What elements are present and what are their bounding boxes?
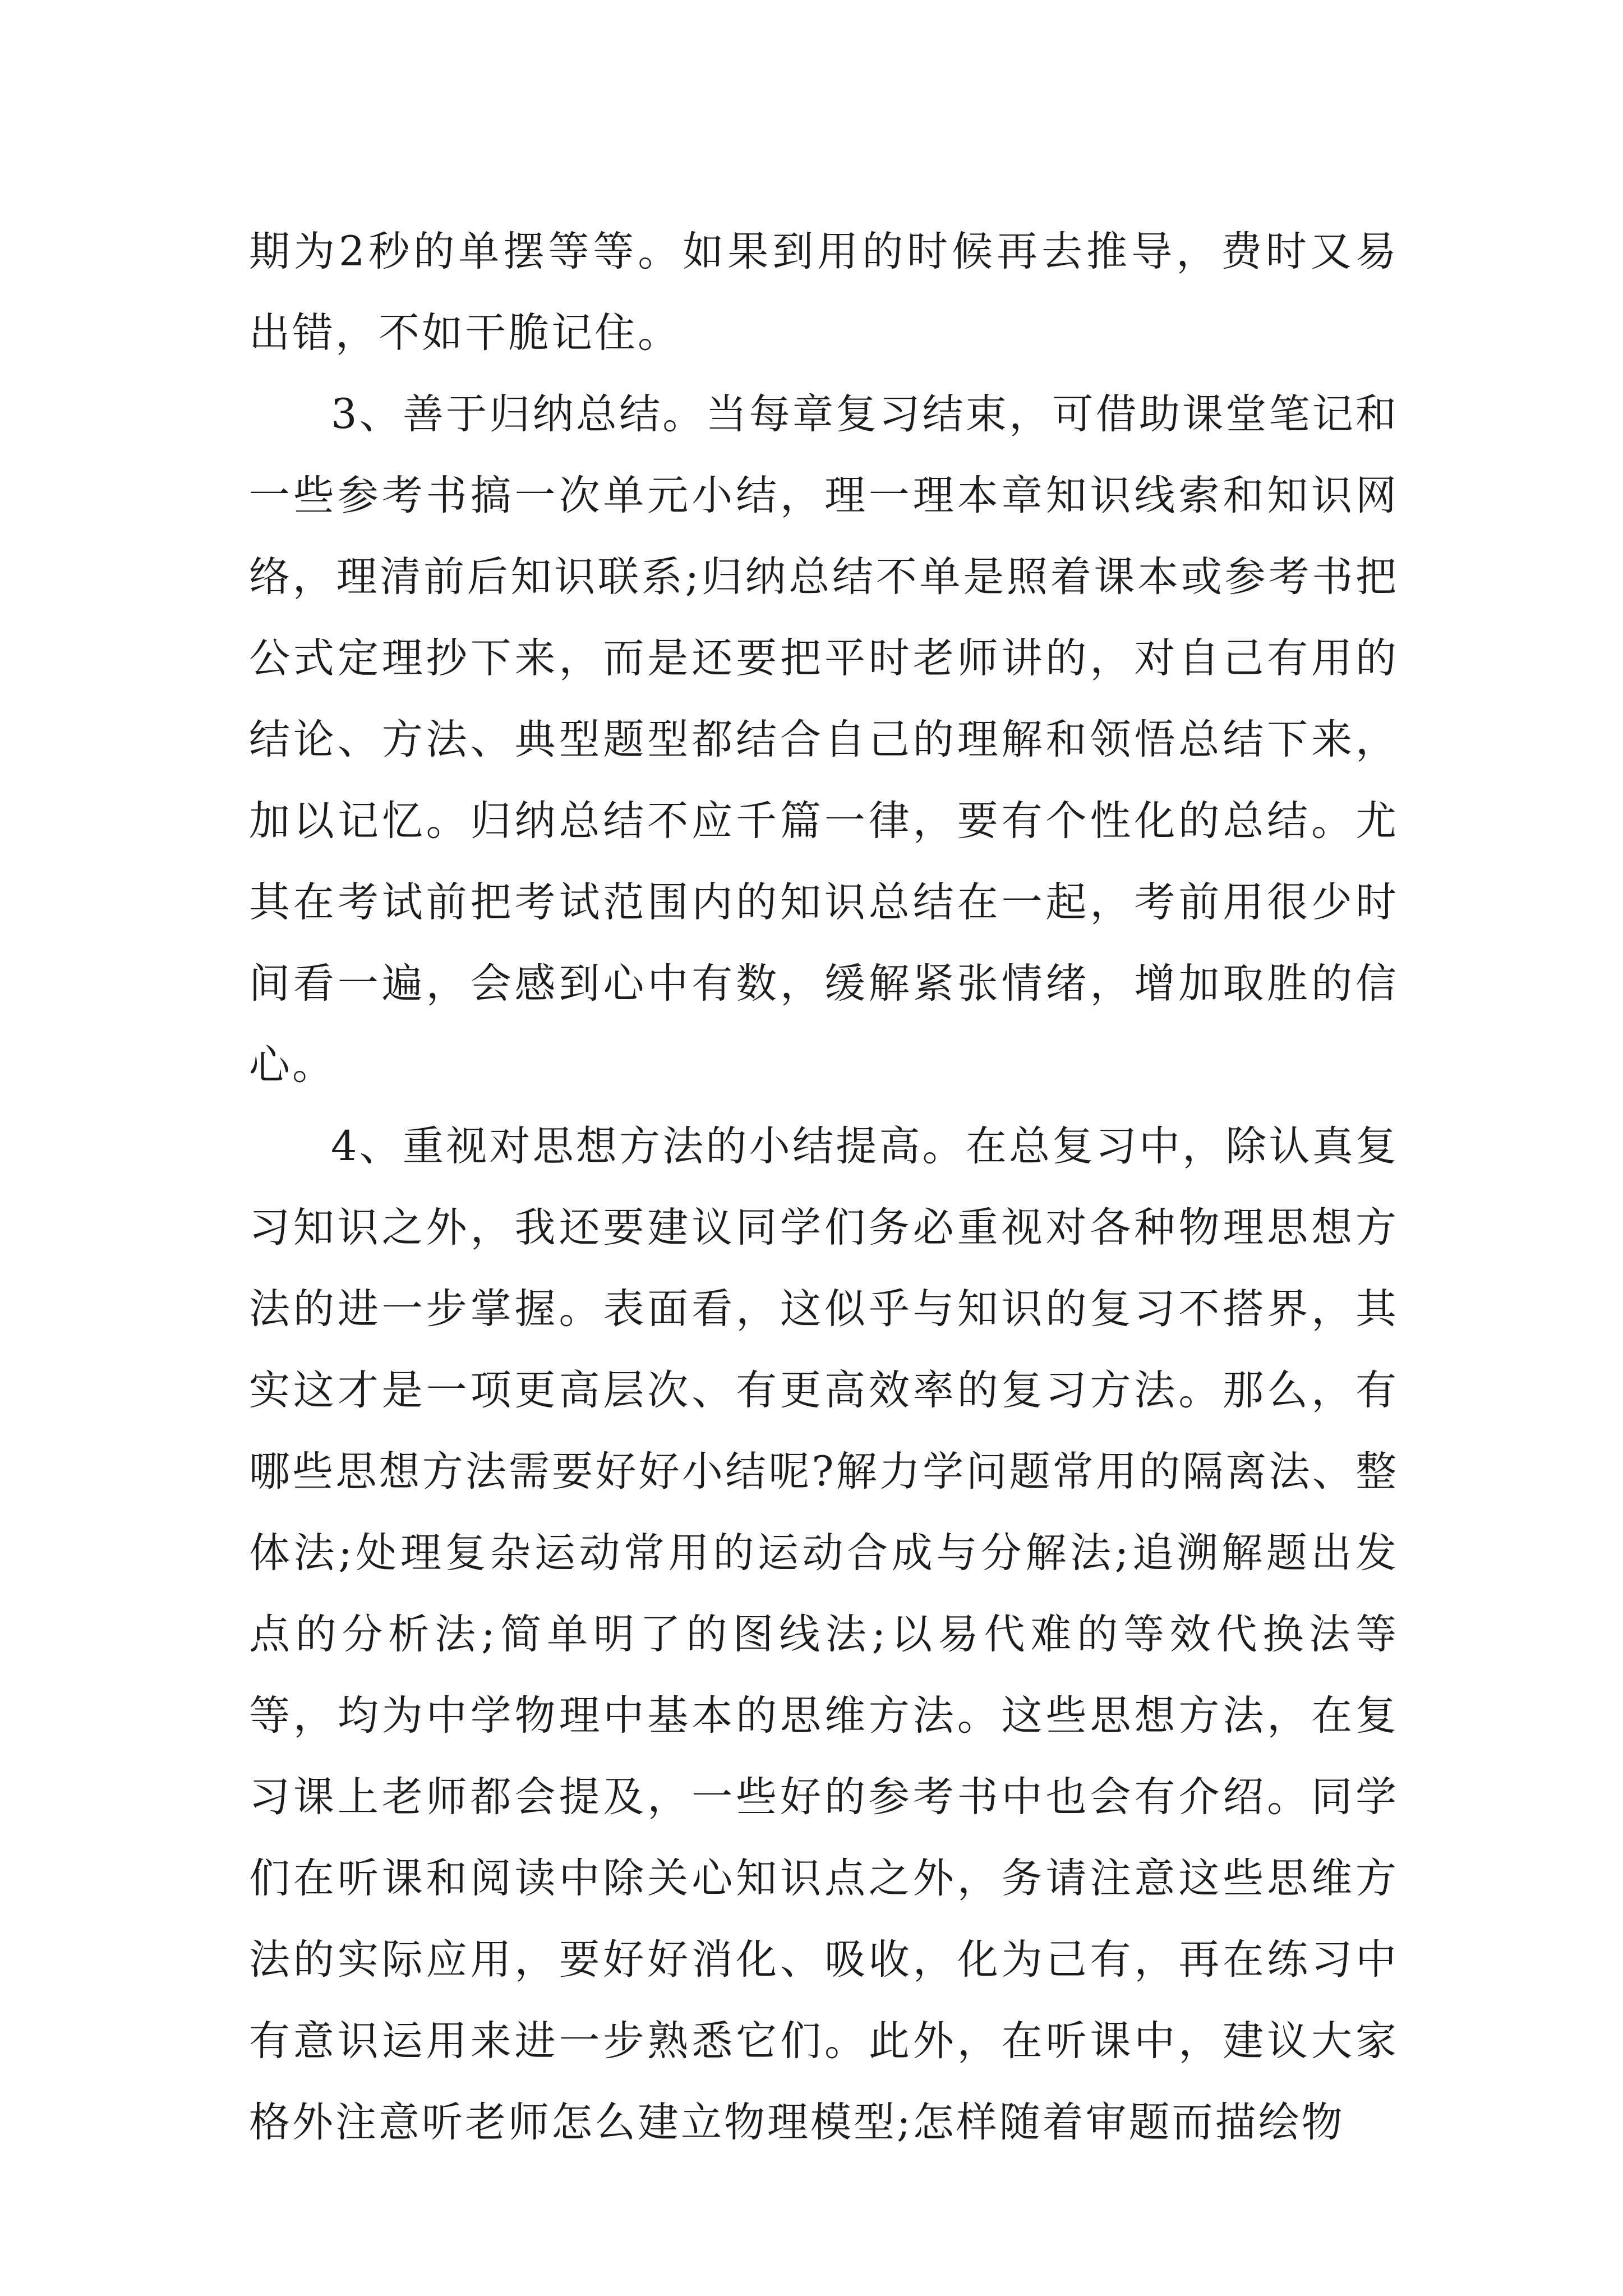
- body-text: [249, 211, 1399, 2163]
- paragraph-continuation: 期为2秒的单摆等等。如果到用的时候再去推导，费时又易出错，不如干脆记住。: [249, 228, 1399, 357]
- paragraph-thinking-methods: 4、重视对思想方法的小结提高。在总复习中，除认真复习知识之外，我还要建议同学们务必重视对各种物理思想方法的进一步掌握。表面看，这似乎与知识的复习不搭界，其实这才是一项更高层次、有更高效率的复习方法。那么，有哪些思想方法需要好好小结呢?解力学问题常用的隔离法、整体法;处理复杂运动常用的运动合成与分解法;追溯解题出发点的分析法;简单明了的图线法;以易代难的等效代换法等等，均为中学物理中基本的思维方法。这些思想方法，在复习课上老师都会提及，一些好的参考书中也会有介绍。同学们在听课和阅读中除关心知识点之外，务请注意这些思维方法的实际应用，要好好消化、吸收，化为己有，再在练习中有意识运用来进一步熟悉它们。此外，在听课中，建议大家格外注意听老师怎么建立物理模型;怎样随着审题而描绘物: [249, 1122, 1399, 2146]
- paragraph-summarize: 3、善于归纳总结。当每章复习结束，可借助课堂笔记和一些参考书搞一次单元小结，理一理本章知识线索和知识网络，理清前后知识联系;归纳总结不单是照着课本或参考书把公式定理抄下来，而是还要把平时老师讲的，对自己有用的结论、方法、典型题型都结合自己的理解和领悟总结下来，加以记忆。归纳总结不应千篇一律，要有个性化的总结。尤其在考试前把考试范围内的知识总结在一起，考前用很少时间看一遍，会感到心中有数，缓解紧张情绪，增加取胜的信心。: [249, 390, 1399, 1089]
